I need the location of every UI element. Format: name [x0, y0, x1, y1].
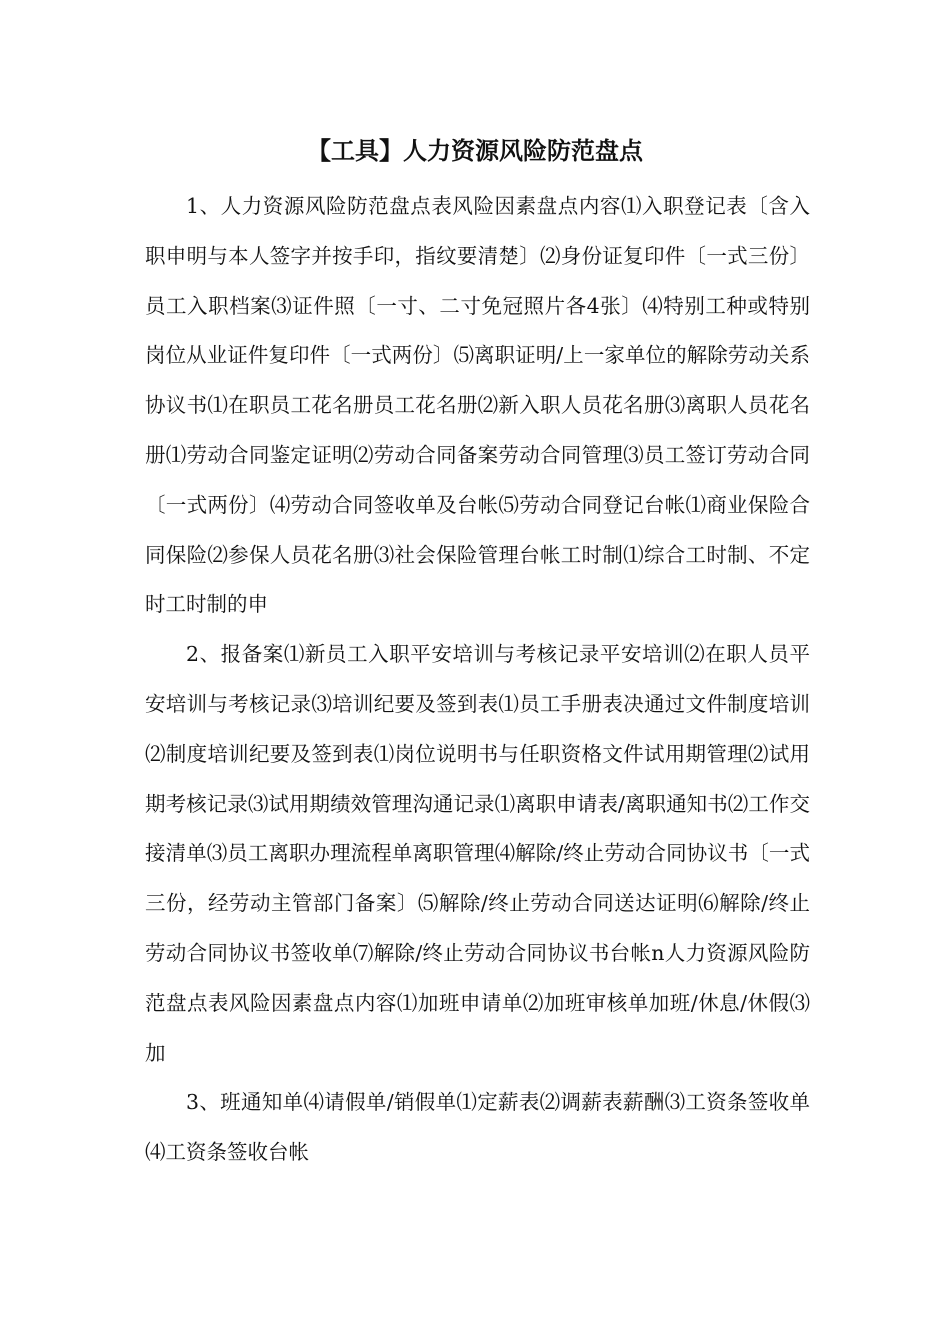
paragraph-1: 1、人力资源风险防范盘点表风险因素盘点内容⑴入职登记表〔含入职申明与本人签字并按手印，指纹要清楚〕⑵身份证复印件〔一式三份〕员工入职档案⑶证件照〔一寸、二寸免冠照片各4张〕⑷特别工种或特别岗位从业证件复印件〔一式两份〕⑸离职证明/上一家单位的解除劳动关系协议书⑴在职员工花名册员工花名册⑵新入职人员花名册⑶离职人员花名册⑴劳动合同鉴定证明⑵劳动合同备案劳动合同管理⑶员工签订劳动合同〔一式两份〕⑷劳动合同签收单及台帐⑸劳动合同登记台帐⑴商业保险合同保险⑵参保人员花名册⑶社会保险管理台帐工时制⑴综合工时制、不定时工时制的申 — [145, 194, 810, 617]
paragraph-3: 3、班通知单⑷请假单/销假单⑴定薪表⑵调薪表薪酬⑶工资条签收单⑷工资条签收台帐 — [145, 1090, 810, 1165]
page-title: 【工具】人力资源风险防范盘点 — [307, 136, 643, 165]
paragraph-2: 2、报备案⑴新员工入职平安培训与考核记录平安培训⑵在职人员平安培训与考核记录⑶培训纪要及签到表⑴员工手册表决通过文件制度培训⑵制度培训纪要及签到表⑴岗位说明书与任职资格文件试用期管理⑵试用期考核记录⑶试用期绩效管理沟通记录⑴离职申请表/离职通知书⑵工作交接清单⑶员工离职办理流程单离职管理⑷解除/终止劳动合同协议书〔一式三份，经劳动主管部门备案〕⑸解除/终止劳动合同送达证明⑹解除/终止劳动合同协议书签收单⑺解除/终止劳动合同协议书台帐n人力资源风险防范盘点表风险因素盘点内容⑴加班申请单⑵加班审核单加班/休息/休假⑶加 — [145, 642, 810, 1065]
document-body — [145, 182, 810, 1178]
